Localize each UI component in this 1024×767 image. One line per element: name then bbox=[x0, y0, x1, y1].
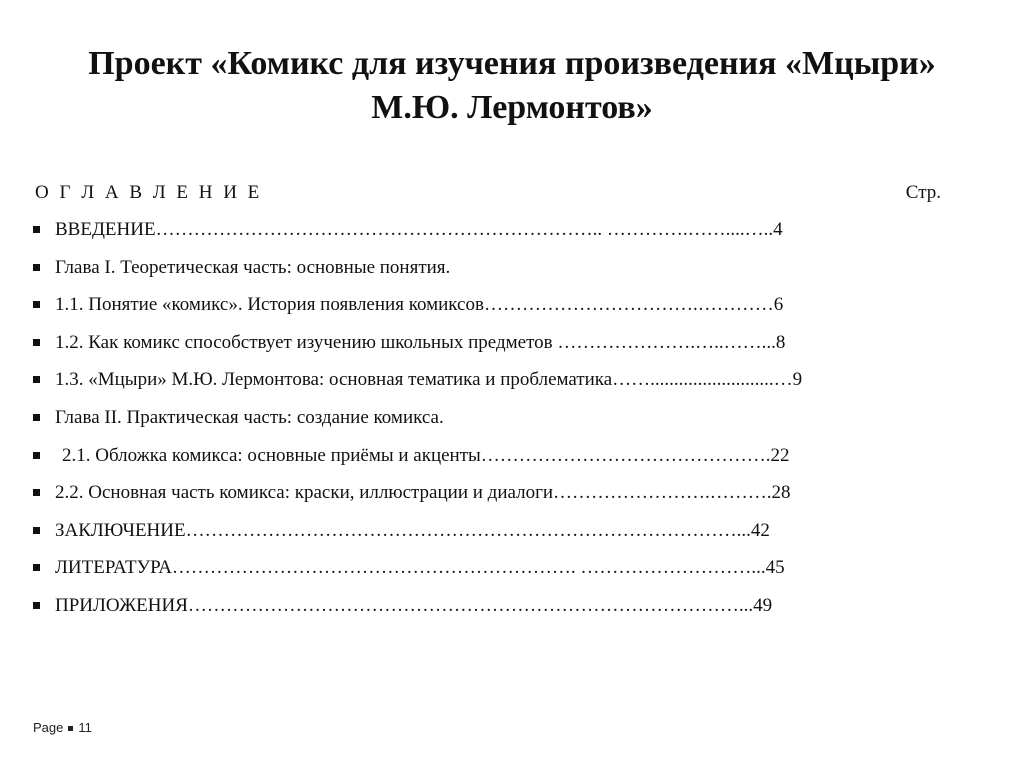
toc-item-2-1 bbox=[0, 443, 1024, 481]
toc-item-2-2 bbox=[0, 480, 1024, 518]
bullet-icon bbox=[33, 564, 40, 571]
bullet-icon bbox=[33, 489, 40, 496]
toc-item-text: 1.2. Как комикс способствует изучению школьных предметов ………………….…..……...8 bbox=[55, 331, 786, 353]
page-label: Page bbox=[33, 720, 64, 735]
bullet-icon bbox=[33, 339, 40, 346]
toc-item-text: Глава II. Практическая часть: создание комикса. bbox=[55, 406, 444, 428]
bullet-icon bbox=[33, 602, 40, 609]
title-line-2: М.Ю. Лермонтов» bbox=[371, 89, 653, 126]
toc-item-chapter-2 bbox=[0, 405, 1024, 443]
toc-item-appendices bbox=[0, 593, 1024, 631]
toc-heading: О Г Л А В Л Е Н И Е bbox=[35, 182, 263, 203]
toc-item-text: ПРИЛОЖЕНИЯ……………………………………………………………………………...49 bbox=[55, 594, 773, 616]
toc-item-1-3 bbox=[0, 367, 1024, 405]
bullet-icon bbox=[33, 376, 40, 383]
toc-header bbox=[35, 180, 941, 206]
page-title bbox=[20, 42, 1004, 130]
bullet-icon bbox=[33, 226, 40, 233]
toc-item-text: 1.1. Понятие «комикс». История появления комиксов…………………………….…………6 bbox=[55, 294, 784, 316]
title-line-1: Проект «Комикс для изучения произведения «Мцыри» bbox=[88, 45, 936, 82]
toc-item-introduction bbox=[0, 217, 1024, 255]
bullet-icon bbox=[33, 452, 40, 459]
separator-icon bbox=[68, 726, 73, 731]
toc-item-text: ЗАКЛЮЧЕНИЕ……………………………………………………………………………...42 bbox=[55, 519, 770, 541]
toc-list bbox=[0, 217, 1024, 631]
page-footer bbox=[33, 720, 92, 736]
toc-item-1-1 bbox=[0, 292, 1024, 330]
toc-item-text: 2.2. Основная часть комикса: краски, иллюстрации и диалоги…………………….……….28 bbox=[55, 482, 791, 504]
page-number: 11 bbox=[78, 720, 92, 735]
toc-item-text: Глава I. Теоретическая часть: основные понятия. bbox=[55, 256, 451, 278]
toc-item-text: 1.3. «Мцыри» М.Ю. Лермонтова: основная тематика и проблематика……..........................…9 bbox=[55, 369, 803, 391]
bullet-icon bbox=[33, 264, 40, 271]
toc-item-conclusion bbox=[0, 518, 1024, 556]
bullet-icon bbox=[33, 527, 40, 534]
toc-item-1-2 bbox=[0, 330, 1024, 368]
toc-item-text: ВВЕДЕНИЕ…………………………………………………………….. ………….……....…..4 bbox=[55, 219, 783, 240]
bullet-icon bbox=[33, 301, 40, 308]
toc-item-chapter-1 bbox=[0, 255, 1024, 293]
bullet-icon bbox=[33, 414, 40, 421]
toc-item-text: ЛИТЕРАТУРА………………………………………………………. ………………………...45 bbox=[55, 557, 785, 579]
toc-item-literature bbox=[0, 555, 1024, 593]
toc-item-text: 2.1. Обложка комикса: основные приёмы и акценты……………………………………….22 bbox=[62, 444, 790, 466]
page-column-label: Стр. bbox=[905, 182, 941, 203]
